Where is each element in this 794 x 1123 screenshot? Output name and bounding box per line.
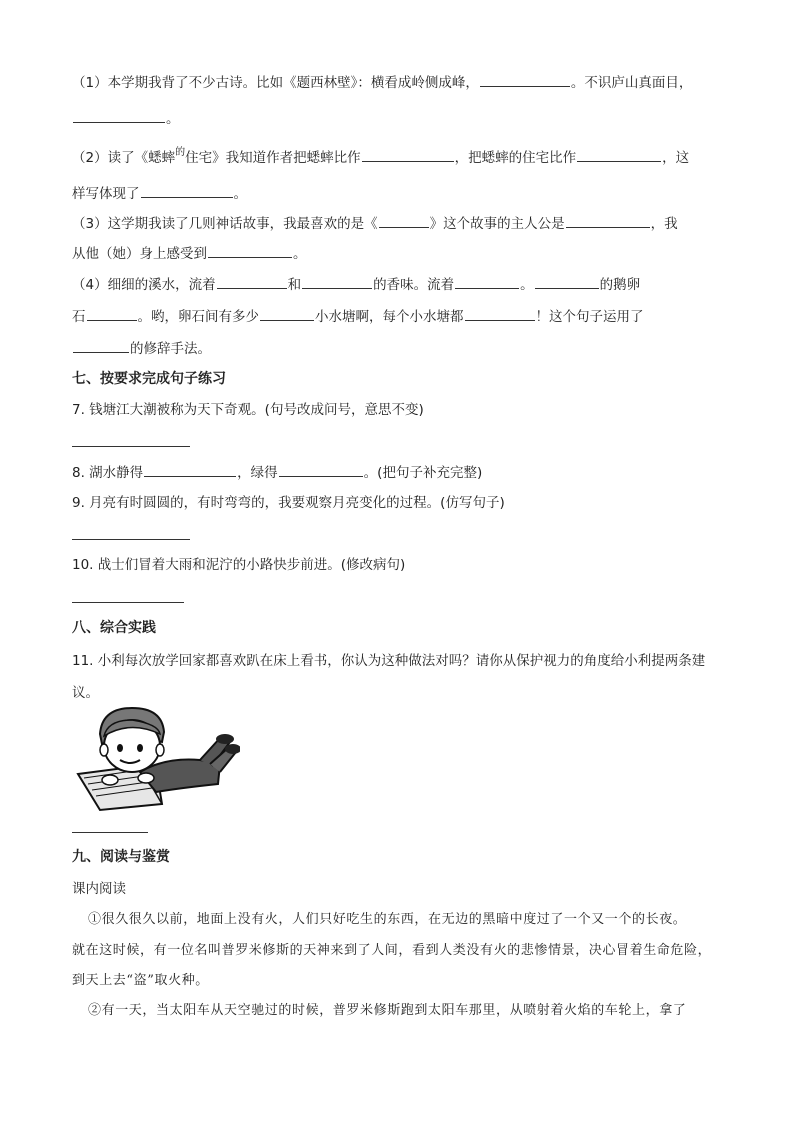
q6-4-text-f: 石 — [72, 309, 86, 325]
q6-1-text-d: 。 — [166, 111, 180, 127]
q6-1-line2 — [72, 108, 180, 129]
q8-text-a: 8. 湖水静得 — [72, 465, 144, 481]
q6-4-text-h: 小水塘啊，每个小水塘都 — [315, 309, 464, 325]
q6-3-line2 — [72, 243, 307, 264]
question-10: 10. 战士们冒着大雨和泥泞的小路快步前进。(修改病句) — [72, 557, 406, 573]
reading-paragraph-1-line2: 就在这时候，有一位名叫普罗米修斯的天神来到了人间，看到人类没有火的悲惨情景，决心冒着生命危险， — [72, 943, 712, 958]
q6-4-blank-7[interactable] — [465, 306, 535, 321]
reading-paragraph-2-line1: ②有一天，当太阳车从天空驰过的时候，普罗米修斯跑到太阳车那里，从喷射着火焰的车轮上，拿了 — [88, 1003, 687, 1018]
q7-answer-line[interactable] — [72, 446, 190, 447]
q8-text-c: 。(把句子补充完整) — [363, 465, 483, 481]
q8-blank-1[interactable] — [144, 462, 236, 477]
q6-4-line3 — [72, 338, 211, 359]
q6-1-blank-1[interactable] — [480, 72, 570, 87]
q6-2-line1 — [72, 147, 689, 170]
q6-1-blank-2[interactable] — [73, 108, 165, 123]
q6-2-text-b: 住宅》我知道作者把蟋蟀比作 — [185, 150, 361, 166]
q6-4-blank-2[interactable] — [302, 274, 372, 289]
q6-2-text-d: ，这 — [662, 150, 690, 166]
q6-1-text-c: 。不识庐山真面目， — [570, 75, 693, 91]
q6-4-text-d: 。 — [520, 277, 534, 293]
q6-4-text-g: 。哟，卵石间有多少 — [137, 309, 259, 325]
q9-answer-line[interactable] — [72, 539, 190, 540]
question-7: 7. 钱塘江大潮被称为天下奇观。(句号改成问号，意思不变) — [72, 402, 424, 418]
q6-1-text-a: （1）本学期我背了不少古诗 — [72, 75, 243, 91]
q6-4-text-a: （4）细细的溪水，流着 — [72, 277, 216, 293]
q6-3-text-a: （3）这学期我读了几则神话故事，我最喜欢的是《 — [72, 216, 378, 232]
q6-4-text-b: 和 — [287, 277, 302, 293]
q6-3-blank-3[interactable] — [208, 243, 292, 258]
question-11-line2: 议。 — [72, 685, 99, 701]
q6-4-blank-6[interactable] — [260, 306, 314, 321]
q6-3-blank-2[interactable] — [566, 213, 650, 228]
q6-2-text-e: 样写体现了 — [72, 186, 140, 202]
q6-2-text-a: （2）读了《蟋蟀 — [72, 150, 176, 166]
question-8 — [72, 462, 482, 483]
section-7-heading: 七、按要求完成句子练习 — [72, 371, 226, 387]
reading-label: 课内阅读 — [72, 881, 126, 897]
q8-blank-2[interactable] — [279, 462, 363, 477]
q6-4-line2 — [72, 306, 644, 327]
q6-2-line2 — [72, 183, 247, 204]
section-9-heading: 九、阅读与鉴赏 — [72, 849, 170, 865]
q10-answer-line[interactable] — [72, 602, 184, 603]
q6-3-text-b: 》这个故事的主人公是 — [429, 216, 565, 232]
q6-4-line1 — [72, 274, 640, 295]
reading-paragraph-1-line3: 到天上去“盗”取火种。 — [72, 973, 209, 988]
q6-1-text-b: 。比如《题西林壁》：横看成岭侧成峰， — [242, 75, 479, 91]
q6-4-text-c: 的香味。流着 — [373, 277, 455, 293]
q6-2-text-f: 。 — [233, 186, 247, 202]
q6-2-blank-2[interactable] — [577, 147, 661, 162]
q6-4-blank-5[interactable] — [87, 306, 137, 321]
q6-3-text-c: ，我 — [650, 216, 678, 232]
reading-paragraph-1-line1: ①很久很久以前，地面上没有火，人们只好吃生的东西，在无边的黑暗中度过了一个又一个的长夜。 — [88, 912, 687, 927]
q6-4-text-i: ！这个句子运用了 — [535, 309, 644, 325]
question-9: 9. 月亮有时圆圆的，有时弯弯的，我要观察月亮变化的过程。(仿写句子) — [72, 495, 505, 511]
q8-text-b: ，绿得 — [237, 465, 278, 481]
q6-4-blank-4[interactable] — [535, 274, 599, 289]
q6-3-line1 — [72, 213, 678, 234]
boy-reading-illustration — [70, 702, 240, 820]
q6-3-text-d: 从他（她）身上感受到 — [72, 246, 207, 262]
q6-2-blank-3[interactable] — [141, 183, 233, 198]
q6-2-superscript: 的 — [175, 147, 186, 158]
q6-3-blank-1[interactable] — [379, 213, 429, 228]
q11-answer-line[interactable] — [72, 832, 148, 833]
q6-2-text-c: ，把蟋蟀的住宅比作 — [454, 150, 577, 166]
q6-4-blank-1[interactable] — [217, 274, 287, 289]
q6-1-line1 — [72, 72, 692, 93]
q6-4-blank-3[interactable] — [455, 274, 519, 289]
q6-4-text-j: 的修辞手法。 — [130, 341, 211, 357]
section-8-heading: 八、综合实践 — [72, 620, 156, 636]
q6-2-blank-1[interactable] — [362, 147, 454, 162]
q6-4-text-e: 的鹅卵 — [599, 277, 641, 293]
q6-3-text-e: 。 — [293, 246, 307, 262]
q6-4-blank-8[interactable] — [73, 338, 129, 353]
question-11-line1: 11. 小利每次放学回家都喜欢趴在床上看书，你认为这种做法对吗？请你从保护视力的角度给小利提两条建 — [72, 653, 706, 669]
